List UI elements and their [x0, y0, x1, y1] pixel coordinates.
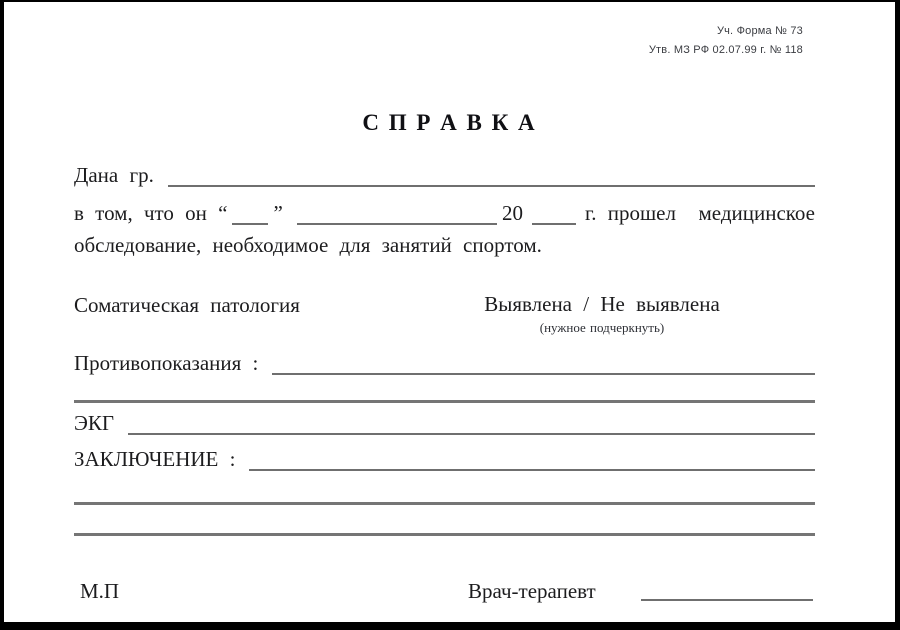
statement-prefix: в том, что он “: [74, 201, 228, 225]
underline-instruction-note: (нужное подчеркнуть): [539, 320, 665, 335]
year-blank: [532, 205, 576, 225]
contraindications-blank: [272, 355, 815, 375]
somatic-pathology-label: Соматическая патология: [74, 293, 300, 317]
signature-row: [74, 577, 815, 604]
form-number-note: Уч. Форма № 73: [716, 25, 803, 37]
statement-tail: г. прошел медицинское: [585, 201, 815, 225]
statement-year-prefix: 20: [502, 201, 524, 225]
ecg-label: ЭКГ: [74, 411, 115, 435]
statement-line2: [74, 231, 815, 258]
somatic-pathology-options: Выявлена / Не выявлена: [484, 292, 720, 316]
somatic-pathology-value: [467, 293, 737, 339]
issued-to-label: Дана гр.: [74, 163, 154, 187]
form-approval-note: Утв. МЗ РФ 02.07.99 г. № 118: [648, 44, 803, 56]
conclusion-blank: [249, 451, 815, 471]
statement-row: [74, 199, 815, 226]
statement-line2-text: обследование, необходимое для занятий спортом.: [74, 233, 542, 257]
ecg-blank: [128, 415, 815, 435]
contraindications-continuation-line: [74, 400, 815, 403]
recipient-name-blank: [168, 167, 815, 187]
somatic-pathology-row: [74, 293, 815, 341]
day-blank: [232, 205, 268, 225]
form-reference-block: [649, 22, 803, 60]
contraindications-label: Противопоказания :: [74, 351, 259, 375]
conclusion-continuation-line-2: [74, 533, 815, 536]
statement-quote-close: ”: [273, 201, 283, 225]
conclusion-continuation-line-1: [74, 502, 815, 505]
document-title: С П Р А В К А: [362, 110, 537, 135]
contraindications-row: [74, 349, 815, 376]
stamp-place-label: М.П: [80, 579, 120, 603]
ecg-row: [74, 409, 815, 436]
conclusion-label: ЗАКЛЮЧЕНИЕ :: [74, 447, 236, 471]
doctor-signature-blank: [641, 599, 813, 601]
month-blank: [297, 205, 497, 225]
doctor-title-label: Врач-терапевт: [468, 579, 596, 603]
conclusion-row: [74, 445, 815, 472]
issued-to-row: [74, 161, 815, 188]
